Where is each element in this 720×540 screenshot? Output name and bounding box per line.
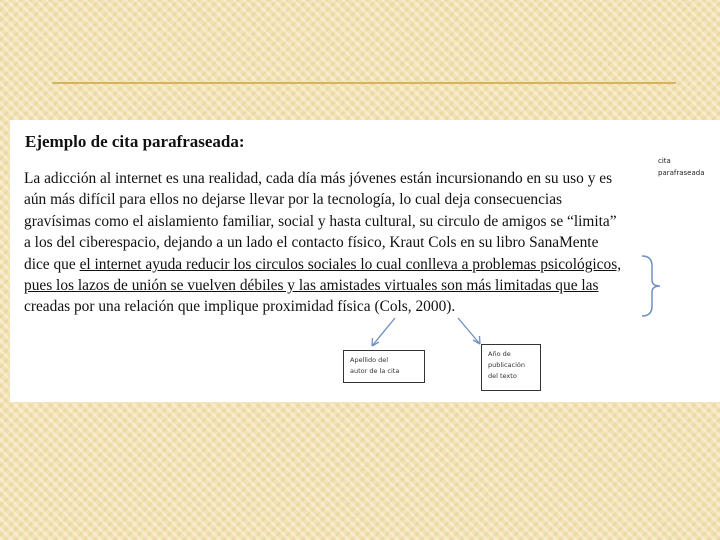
paragraph-text: dice que: [24, 255, 80, 273]
year-annotation-line: publicación: [488, 361, 526, 369]
curly-bracket-icon: [642, 256, 660, 316]
author-annotation-line: Apellido del: [350, 356, 389, 364]
side-label-line: parafraseada: [658, 169, 705, 177]
author-annotation-box: [343, 350, 425, 383]
year-annotation-line: del texto: [488, 372, 517, 380]
cita-parafraseada-label: [658, 155, 705, 179]
year-annotation-line: Año de: [488, 350, 511, 358]
paragraph-text: La adicción al internet es una realidad, cada día más jóvenes están incursionando en su uso y es: [24, 170, 613, 187]
paragraph-text: a los del ciberespacio, dejando a un lado el contacto físico, Kraut Cols en su libro SanaMente: [24, 234, 599, 252]
arrow-author-icon: [372, 318, 395, 346]
underlined-citation-text: pues los lazos de unión se vuelven débiles y las amistades virtuales son más limitadas que las: [24, 277, 599, 295]
side-label-line: cita: [658, 157, 671, 165]
underlined-citation-text: el internet ayuda reducir los circulos sociales lo cual conlleva a problemas psicológicos,: [79, 255, 622, 273]
paragraph-text: aún más difícil para ellos no dejarse llevar por la tecnología, lo cual deja consecuencias: [24, 191, 563, 209]
panel-title: Ejemplo de cita parafraseada:: [25, 132, 245, 151]
paragraph-text: creadas por una relación que implique proximidad física (Cols, 2000).: [24, 298, 456, 316]
author-annotation-line: autor de la cita: [350, 367, 400, 375]
arrow-year-icon: [458, 318, 480, 344]
paragraph-text: gravísimas como el aislamiento familiar, social y hasta cultural, su circulo de amigos se “limita”: [24, 212, 617, 230]
year-annotation-box: [481, 344, 541, 391]
